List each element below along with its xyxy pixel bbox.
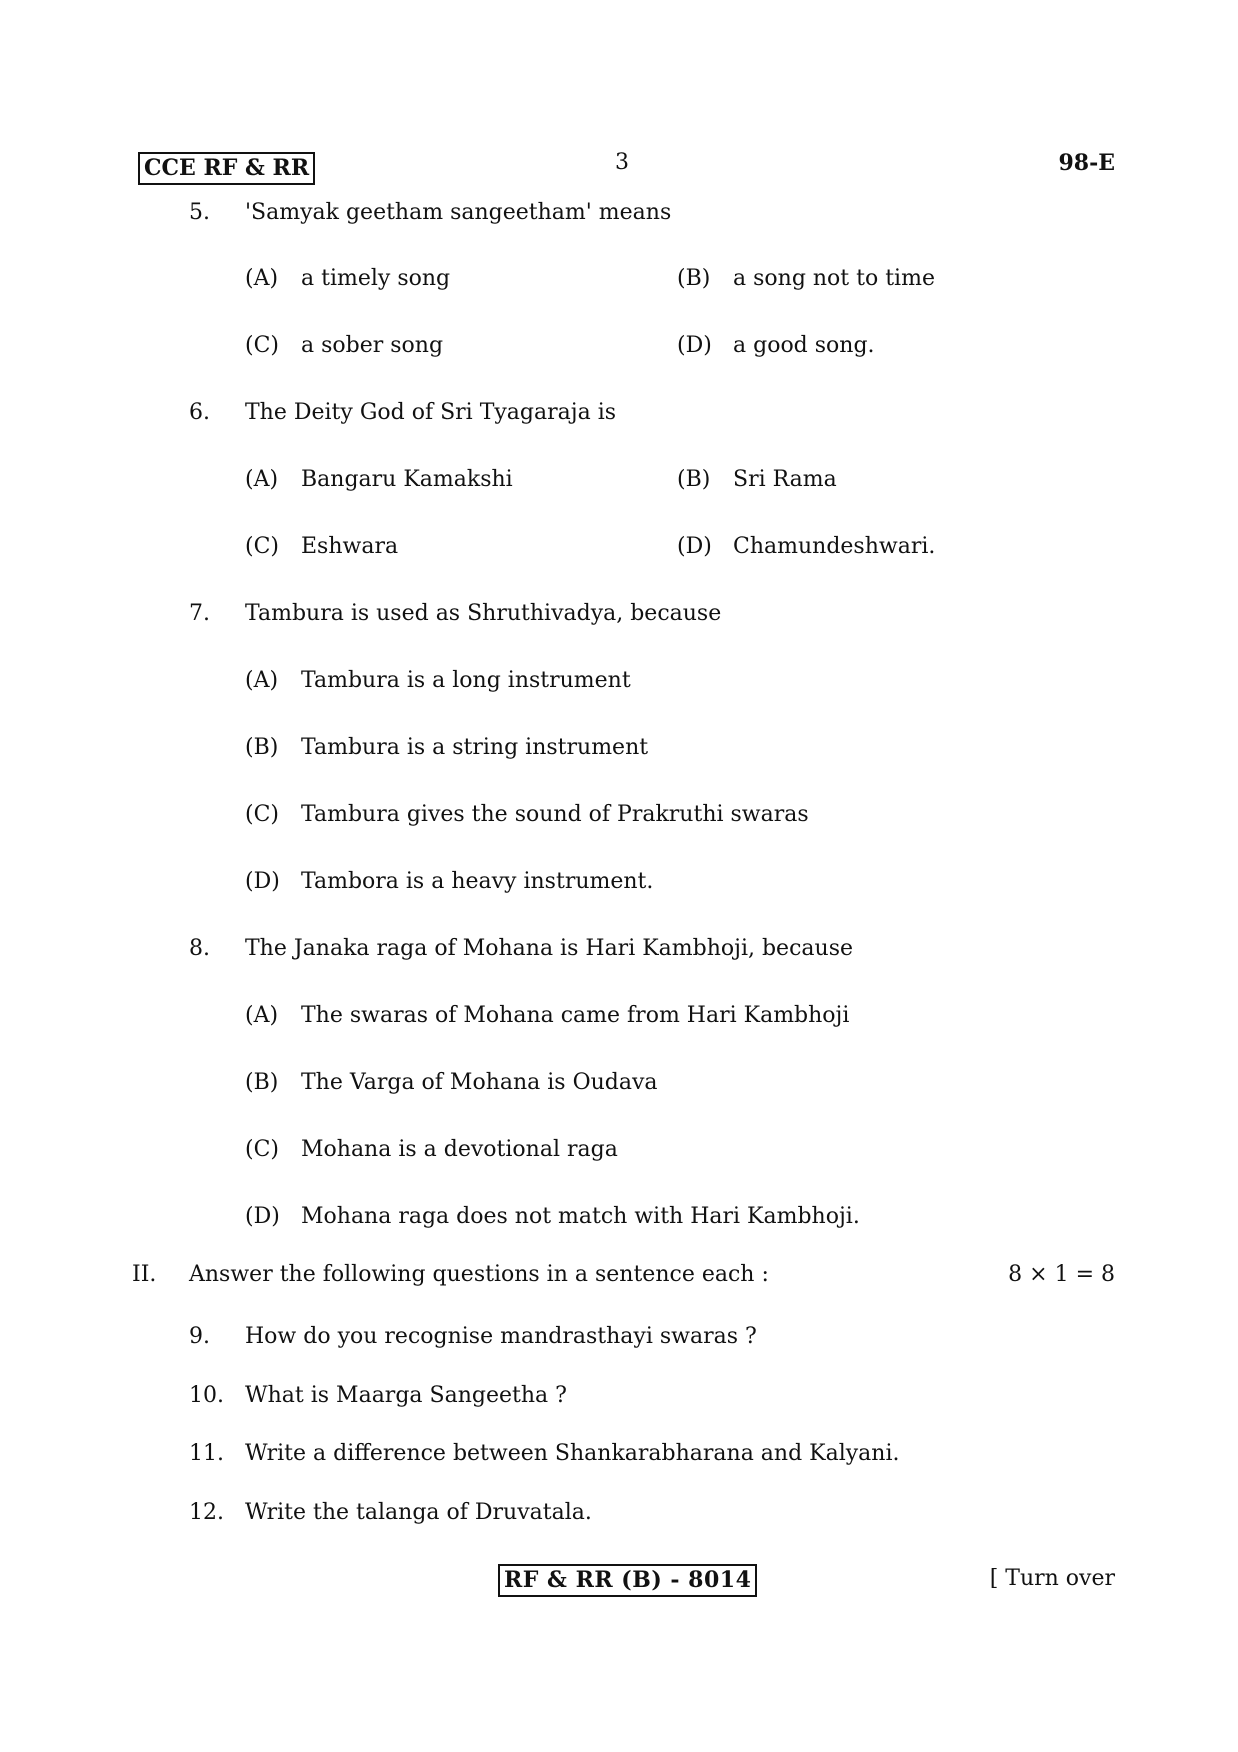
question-number: 9.	[189, 1324, 210, 1349]
option-label: (B)	[245, 735, 279, 760]
question-text: Write the talanga of Druvatala.	[245, 1500, 592, 1525]
question-number: 8.	[189, 936, 210, 961]
question-number: 7.	[189, 601, 210, 626]
option-text: Tambora is a heavy instrument.	[301, 869, 654, 894]
section-instruction: Answer the following questions in a sentence each :	[189, 1262, 769, 1287]
subject-code: 98-E	[1058, 150, 1115, 176]
option-label: (B)	[677, 467, 711, 492]
option-label: (A)	[245, 1003, 279, 1028]
question-text: 'Samyak geetham sangeetham' means	[245, 200, 672, 225]
option-label: (D)	[677, 534, 712, 559]
option-text: Mohana raga does not match with Hari Kambhoji.	[301, 1204, 860, 1229]
option-text: Tambura is a long instrument	[301, 668, 631, 693]
question-number: 11.	[189, 1441, 224, 1466]
option-text: The swaras of Mohana came from Hari Kambhoji	[301, 1003, 850, 1028]
question-text: The Deity God of Sri Tyagaraja is	[245, 400, 617, 425]
page-number: 3	[615, 150, 629, 175]
question-number: 6.	[189, 400, 210, 425]
option-label: (B)	[245, 1070, 279, 1095]
question-text: What is Maarga Sangeetha ?	[245, 1383, 567, 1408]
option-text: Chamundeshwari.	[733, 534, 936, 559]
question-number: 5.	[189, 200, 210, 225]
option-label: (D)	[677, 333, 712, 358]
question-number: 10.	[189, 1383, 224, 1408]
option-label: (D)	[245, 1204, 280, 1229]
question-text: Tambura is used as Shruthivadya, because	[245, 601, 722, 626]
option-label: (A)	[245, 266, 279, 291]
question-number: 12.	[189, 1500, 224, 1525]
section-roman-numeral: II.	[132, 1262, 157, 1287]
option-text: a song not to time	[733, 266, 935, 291]
option-label: (B)	[677, 266, 711, 291]
question-text: The Janaka raga of Mohana is Hari Kambhoji, because	[245, 936, 853, 961]
option-label: (A)	[245, 467, 279, 492]
option-text: a good song.	[733, 333, 875, 358]
option-text: Mohana is a devotional raga	[301, 1137, 618, 1162]
question-text: Write a difference between Shankarabharana and Kalyani.	[245, 1441, 900, 1466]
option-text: Tambura is a string instrument	[301, 735, 649, 760]
option-text: Tambura gives the sound of Prakruthi swaras	[301, 802, 809, 827]
option-label: (C)	[245, 534, 279, 559]
option-text: The Varga of Mohana is Oudava	[301, 1070, 658, 1095]
section-marks: 8 × 1 = 8	[1008, 1262, 1115, 1287]
option-text: Sri Rama	[733, 467, 837, 492]
option-label: (D)	[245, 869, 280, 894]
option-text: a timely song	[301, 266, 451, 291]
turn-over-note: [ Turn over	[989, 1566, 1115, 1591]
paper-code-box: CCE RF & RR	[138, 152, 315, 185]
booklet-code-box: RF & RR (B) - 8014	[498, 1564, 757, 1597]
option-text: Bangaru Kamakshi	[301, 467, 513, 492]
question-text: How do you recognise mandrasthayi swaras ?	[245, 1324, 757, 1349]
option-label: (C)	[245, 802, 279, 827]
option-text: a sober song	[301, 333, 444, 358]
option-label: (C)	[245, 1137, 279, 1162]
option-label: (A)	[245, 668, 279, 693]
option-label: (C)	[245, 333, 279, 358]
option-text: Eshwara	[301, 534, 399, 559]
